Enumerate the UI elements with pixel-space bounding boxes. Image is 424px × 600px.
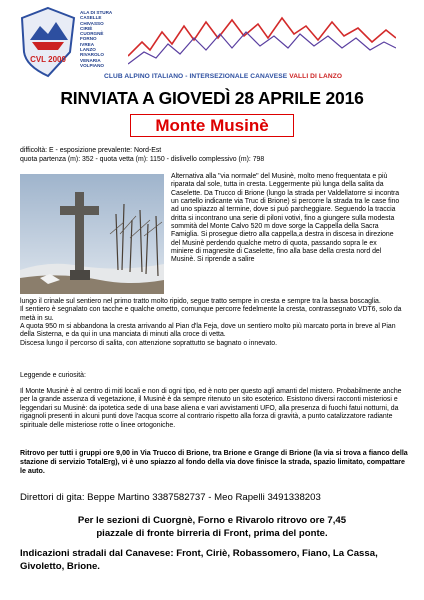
section-item: VENARIA (80, 57, 101, 63)
indicazioni-text: Indicazioni stradali dal Canavese: Front, Ciriè, Robassomero, Fiano, La Cassa, Givoletto, Brione. (20, 548, 378, 572)
leggende-label: Leggende e curiosità: (20, 372, 86, 379)
description-pian-feja: A quota 950 m si abbandona la cresta arrivando al Pian d'la Feja, dove un sentiero molto più marcato porta in breve al Pian della Sisterna, e da qui in una manciata di minuti alla croce di vetta. (20, 323, 396, 339)
club-line-blue: CLUB ALPINO ITALIANO - INTERSEZIONALE CANAVESE (104, 73, 290, 80)
ritrovo-text: Ritrovo per tutti i gruppi ore 9,00 in Via Trucco di Brione, tra Brione e Grange di Brione (la via si trova a fianco della stazione di servizio TotalErg), vi è uno spiazzo al fondo della via dove finisce la strada, spazio limitato, compattare le auto. (20, 449, 408, 475)
cvl-logo (18, 6, 78, 80)
sezioni-ritrovo (0, 514, 424, 540)
logo-text: CVL 2000 (30, 55, 66, 64)
sezioni-line1: Per le sezioni di Cuorgnè, Forno e Rivarolo ritrovo ore 7,45 (77, 515, 347, 526)
meta-difficulty: difficoltà: E - esposizione prevalente: Nord-Est (20, 147, 162, 154)
header-banner (18, 6, 408, 92)
section-item: VOLPIANO (80, 62, 104, 68)
club-line-red: VALLI DI LANZO (289, 73, 343, 80)
page-title: Monte Musinè (155, 116, 269, 135)
direttori-text: Direttori di gita: Beppe Martino 3387582737 - Meo Rapelli 3491338203 (20, 492, 321, 503)
description-continued (20, 298, 408, 348)
meta-altitude: quota partenza (m): 352 - quota vetta (m): 1150 - dislivello complessivo (m): 798 (20, 156, 265, 163)
title-box (130, 114, 294, 137)
section-item: ALA DI STURA (80, 10, 113, 15)
description-descent: Discesa lungo il percorso di salita, con attenzione soprattutto se bagnato o innevato. (20, 339, 278, 347)
description-crest: lungo il crinale sul sentiero nel primo tratto molto ripido, segue tratto sempre in cresta e sempre tra la bassa boscaglia. (20, 298, 381, 305)
section-item: IVREA (80, 41, 95, 47)
section-item: RIVAROLO (80, 52, 104, 58)
sezioni-line2: piazzale di fronte birreria di Front, prima del ponte. (96, 528, 328, 539)
mountain-profile-banner (128, 12, 396, 70)
headline: RINVIATA A GIOVEDÌ 28 APRILE 2016 (60, 88, 364, 108)
section-item: CHIVASSO (80, 20, 104, 26)
description-text: Alternativa alla "via normale" del Musinè, molto meno frequentata e più riparata dal sole, tutta in cresta. Leggermente più lunga della salita da Caselette. Da Trucco di Brione (lungo la strada per Valdellatorre si incontra un cartello indicante via Truc di Brione) si percorre la strada tra le case fino ad uno spiazzo al termine, dove si può parcheggiare. Seguendo la traccia dritta si incontrano una serie di piloni votivi, fino a giungere sulla modesta sommità del Monte Calvo 520 m dove sorge la Cappella della Sacra Famiglia. Si prosegue dietro alla cappella,a destra in discesa in direzione del Musinè perdendo qualche metro di quota, passando sopra le ex miniere di magnesite di Caselette, fino alla base della cresta nord del Musinè. Si riprende a salire (171, 173, 400, 264)
section-item: CASELLE (80, 15, 102, 21)
summit-cross-photo (20, 174, 164, 294)
description-trail-marking: Il sentiero è segnalato con tacche e qualche ometto, comunque percorre fedelmente la cresta, contrassegnato VDT6, solo da metà in su. (20, 306, 402, 322)
curiosita-text: Il Monte Musinè è al centro di miti locali e non di ogni tipo, ed è noto per questo agli amanti del mistero. Probabilmente anche per la grande assenza di vegetazione, il Musinè è da sempre ritenuto un sito esoterico. Esistono diversi racconti misteriosi e leggendari su Musinè: da ipotetica sede di una base aliena e vari avvistamenti UFO, alla presenza di fuochi fatui notturni, da rigagnoli presenti in alcuni punti dove l'acqua scorre al contrario rispetto alla forza di gravità, a punto catalizzatore radiante spirituale delle misteriose rotte o linee ortogoniche. (20, 388, 402, 429)
section-item: CIRIÉ (80, 25, 93, 31)
section-item: LANZO (80, 47, 96, 53)
description-column (171, 173, 401, 265)
section-item: FORNO (80, 36, 97, 42)
sections-list (80, 10, 126, 68)
meta-info (20, 146, 410, 164)
section-item: CUORGNÈ (80, 31, 104, 37)
club-line (104, 73, 412, 80)
